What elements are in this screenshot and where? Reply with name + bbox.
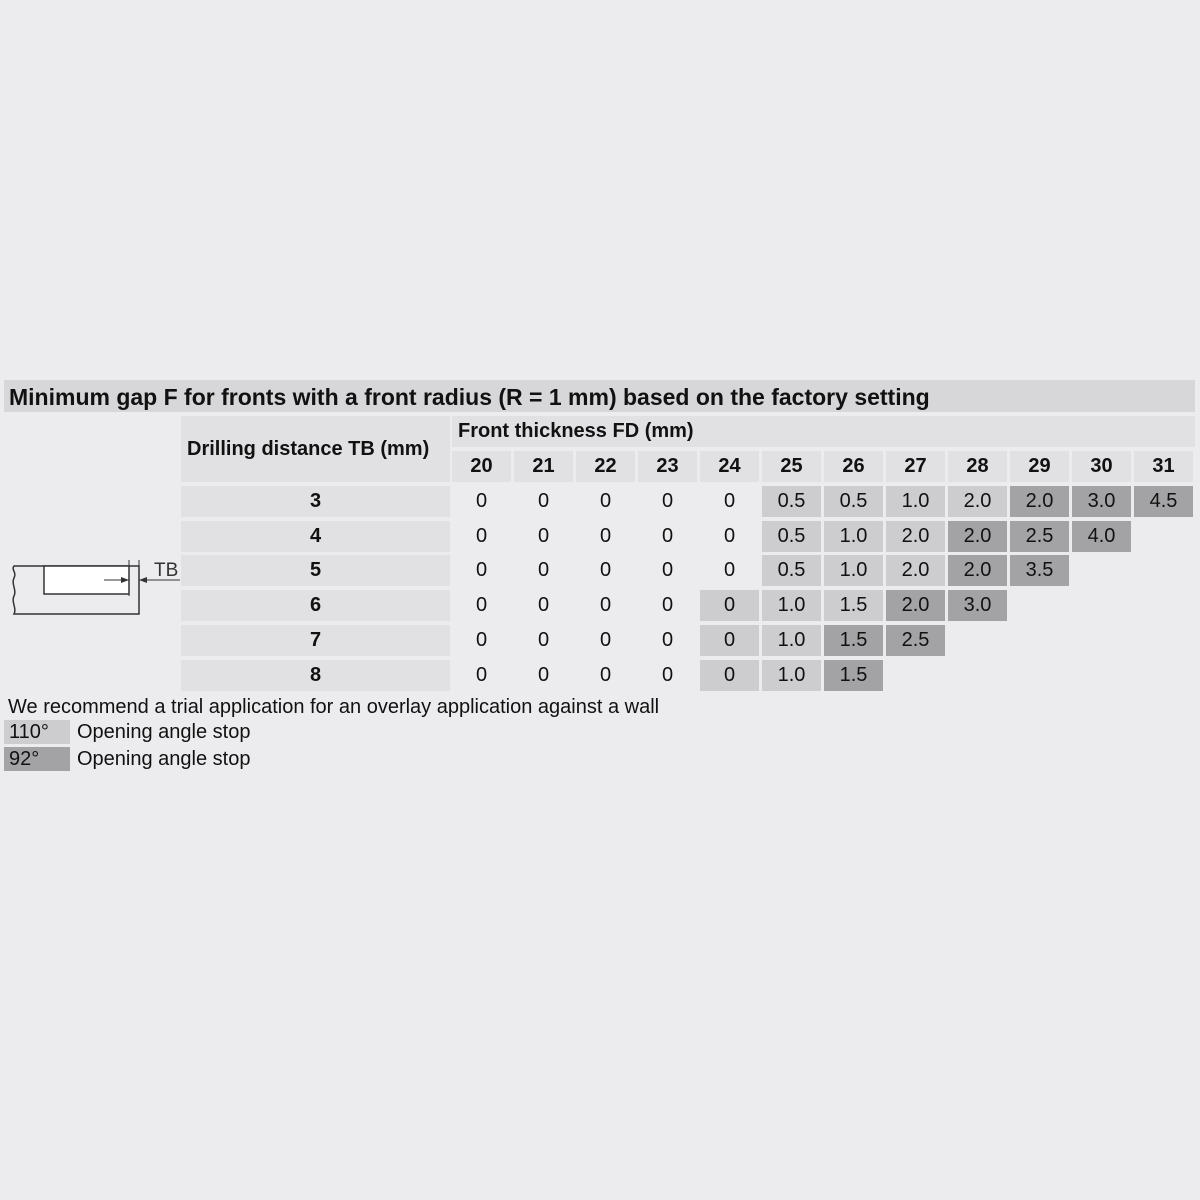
table-cell: 0.5 — [762, 521, 821, 552]
table-cell: 0 — [661, 490, 674, 512]
col-header-front-thickness: Front thickness FD (mm) — [452, 416, 1195, 447]
table-cell: 0 — [700, 590, 759, 621]
table-title: Minimum gap F for fronts with a front radius (R = 1 mm) based on the factory setting — [4, 380, 1195, 412]
table-cell: 0.5 — [824, 486, 883, 517]
table-cell: 1.0 — [824, 555, 883, 586]
legend-swatch-110: 110° — [4, 720, 70, 744]
table-cell: 0 — [599, 490, 612, 512]
table-cell: 0 — [723, 559, 736, 581]
column-header-fd-28: 28 — [948, 451, 1007, 482]
table-cell: 2.0 — [948, 555, 1007, 586]
table-cell: 0 — [537, 525, 550, 547]
table-cell: 0 — [661, 559, 674, 581]
table-cell: 0 — [475, 664, 488, 686]
table-cell: 0.5 — [762, 486, 821, 517]
column-header-fd-30: 30 — [1072, 451, 1131, 482]
table-cell: 0.5 — [762, 555, 821, 586]
table-cell: 0 — [475, 594, 488, 616]
table-cell: 0 — [700, 625, 759, 656]
table-cell: 0 — [475, 559, 488, 581]
column-header-fd-27: 27 — [886, 451, 945, 482]
table-cell: 0 — [537, 629, 550, 651]
table-cell: 0 — [537, 559, 550, 581]
table-cell: 2.0 — [948, 521, 1007, 552]
column-header-fd-20: 20 — [452, 451, 511, 482]
table-cell: 1.5 — [824, 590, 883, 621]
table-cell: 0 — [661, 594, 674, 616]
table-cell: 0 — [537, 664, 550, 686]
row-header-tb-8: 8 — [181, 660, 450, 691]
table-cell: 0 — [599, 664, 612, 686]
table-cell: 4.0 — [1072, 521, 1131, 552]
column-header-fd-25: 25 — [762, 451, 821, 482]
legend-swatch-92: 92° — [4, 747, 70, 771]
table-cell: 1.0 — [824, 521, 883, 552]
table-cell: 0 — [599, 559, 612, 581]
table-cell: 2.0 — [886, 521, 945, 552]
table-cell: 0 — [599, 525, 612, 547]
row-header-tb-7: 7 — [181, 625, 450, 656]
table-cell: 0 — [723, 525, 736, 547]
diagram-label-tb: TB — [154, 560, 179, 581]
table-cell: 3.0 — [1072, 486, 1131, 517]
table-cell: 2.5 — [1010, 521, 1069, 552]
table-cell: 3.5 — [1010, 555, 1069, 586]
row-header-tb-6: 6 — [181, 590, 450, 621]
table-cell: 0 — [700, 660, 759, 691]
row-header-tb-3: 3 — [181, 486, 450, 517]
table-cell: 0 — [599, 629, 612, 651]
trial-application-note: We recommend a trial application for an overlay application against a wall — [8, 696, 660, 718]
column-header-fd-21: 21 — [514, 451, 573, 482]
table-cell: 4.5 — [1134, 486, 1193, 517]
table-cell: 0 — [475, 490, 488, 512]
table-cell: 1.0 — [762, 590, 821, 621]
table-cell: 1.0 — [762, 660, 821, 691]
legend-label-92: Opening angle stop — [77, 748, 251, 770]
table-cell: 0 — [661, 664, 674, 686]
legend-label-110: Opening angle stop — [77, 721, 251, 743]
table-cell: 1.0 — [886, 486, 945, 517]
table-cell: 0 — [661, 629, 674, 651]
table-cell: 1.5 — [824, 660, 883, 691]
table-cell: 0 — [537, 490, 550, 512]
column-header-fd-31: 31 — [1134, 451, 1193, 482]
table-cell: 0 — [475, 525, 488, 547]
table-cell: 0 — [475, 629, 488, 651]
table-cell: 0 — [661, 525, 674, 547]
column-header-fd-29: 29 — [1010, 451, 1069, 482]
column-header-fd-24: 24 — [700, 451, 759, 482]
table-cell: 3.0 — [948, 590, 1007, 621]
table-cell: 0 — [599, 594, 612, 616]
table-cell: 2.5 — [886, 625, 945, 656]
cup-drilling-icon — [4, 556, 184, 618]
column-header-fd-23: 23 — [638, 451, 697, 482]
table-cell: 1.5 — [824, 625, 883, 656]
row-header-tb-5: 5 — [181, 555, 450, 586]
row-header-tb-4: 4 — [181, 521, 450, 552]
table-cell: 2.0 — [948, 486, 1007, 517]
drilling-diagram — [4, 556, 184, 623]
column-header-fd-26: 26 — [824, 451, 883, 482]
table-cell: 0 — [723, 490, 736, 512]
table-cell: 1.0 — [762, 625, 821, 656]
row-header-drilling-distance: Drilling distance TB (mm) — [181, 416, 450, 482]
table-cell: 2.0 — [886, 555, 945, 586]
table-cell: 2.0 — [886, 590, 945, 621]
column-header-fd-22: 22 — [576, 451, 635, 482]
table-cell: 0 — [537, 594, 550, 616]
table-cell: 2.0 — [1010, 486, 1069, 517]
